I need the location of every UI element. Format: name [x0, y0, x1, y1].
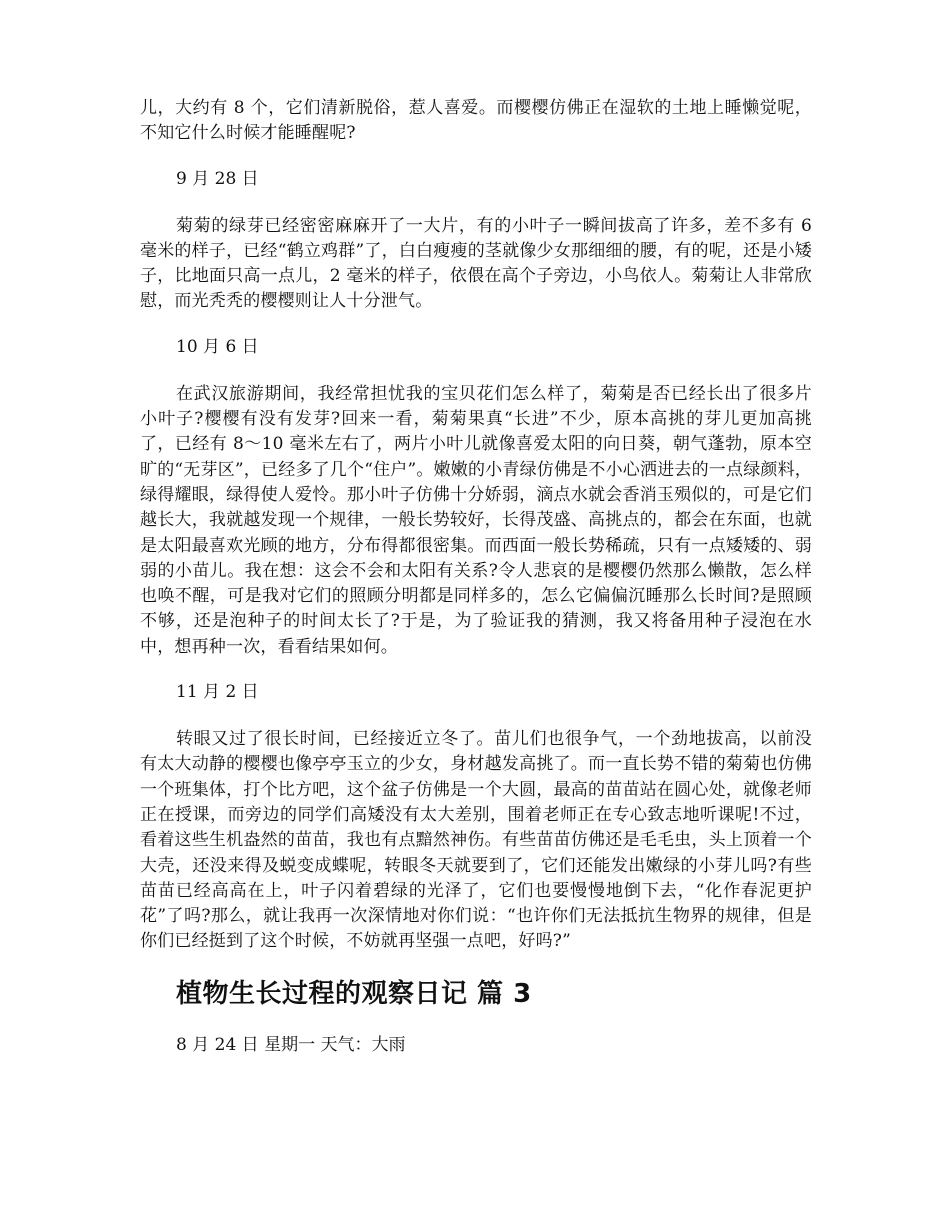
diary-date-nov-2: 11 月 2 日 — [176, 682, 259, 703]
document-body — [140, 96, 812, 1058]
paragraph-nov-2: 转眼又过了很长时间，已经接近立冬了。苗儿们也很争气，一个劲地拔高，以前没有太大动静的樱樱也像亭亭玉立的少女，身材越发高挑了。而一直长势不错的菊菊也仿佛一个班集体，打个比方吧，这个盆子仿佛是一个大圆，最高的苗苗站在圆心处，就像老师正在授课，而旁边的同学们高矮没有太大差别，围着老师正在专心致志地听课呢!不过，看着这些生机盎然的苗苗，我也有点黯然神伤。有些苗苗仿佛还是毛毛虫，头上顶着一个大壳，还没来得及蜕变成蝶呢，转眼冬天就要到了，它们还能发出嫩绿的小芽儿吗?有些苗苗已经高高在上，叶子闪着碧绿的光泽了，它们也要慢慢地倒下去，“化作春泥更护花”了吗?那么，就让我再一次深情地对你们说：“也许你们无法抵抗生物界的规律，但是你们已经挺到了这个时候，不妨就再坚强一点吧，好吗?” — [140, 729, 812, 952]
section-heading: 植物生长过程的观察日记 篇 3 — [176, 978, 532, 1009]
paragraph-sep-28: 菊菊的绿芽已经密密麻麻开了一大片，有的小叶子一瞬间拔高了许多，差不多有 6 毫米的样子，已经“鹤立鸡群”了，白白瘦瘦的茎就像少女那细细的腰，有的呢，还是小矮子，比地面只高一点儿，2 毫米的样子，依偎在高个子旁边，小鸟依人。菊菊让人非常欣慰，而光秃秃的樱樱则让人十分泄气。 — [140, 215, 812, 312]
paragraph-oct-6: 在武汉旅游期间，我经常担忧我的宝贝花们怎么样了，菊菊是否已经长出了很多片小叶子?樱樱有没有发芽?回来一看，菊菊果真“长进”不少，原本高挑的芽儿更加高挑了，已经有 8～10 毫米左右了，两片小叶儿就像喜爱太阳的向日葵，朝气蓬勃，原本空旷的“无芽区”，已经多了几个“住户”。嫩嫩的小青绿仿佛是不小心洒进去的一点绿颜料，绿得耀眼，绿得使人爱怜。那小叶子仿佛十分娇弱，滴点水就会香消玉殒似的，可是它们越长大，我就越发现一个规律，一般长势较好，长得茂盛、高挑点的，都会在东面，也就是太阳最喜欢光顾的地方，分布得都很密集。而西面一般长势稀疏，只有一点矮矮的、弱弱的小苗儿。我在想：这会不会和太阳有关系?令人悲哀的是樱樱仍然那么懒散，怎么样也唤不醒，可是我对它们的照顾分明都是同样多的，怎么它偏偏沉睡那么长时间?是照顾不够，还是泡种子的时间太长了?于是，为了验证我的猜测，我又将备用种子浸泡在水中，想再种一次，看看结果如何。 — [140, 383, 812, 657]
paragraph-continued: 儿，大约有 8 个，它们清新脱俗，惹人喜爱。而樱樱仿佛正在湿软的土地上睡懒觉呢，不知它什么时候才能睡醒呢? — [140, 98, 812, 144]
section-date-line: 8 月 24 日 星期一 天气：大雨 — [176, 1034, 406, 1055]
diary-date-sep-28: 9 月 28 日 — [176, 168, 259, 189]
diary-date-oct-6: 10 月 6 日 — [176, 336, 259, 357]
